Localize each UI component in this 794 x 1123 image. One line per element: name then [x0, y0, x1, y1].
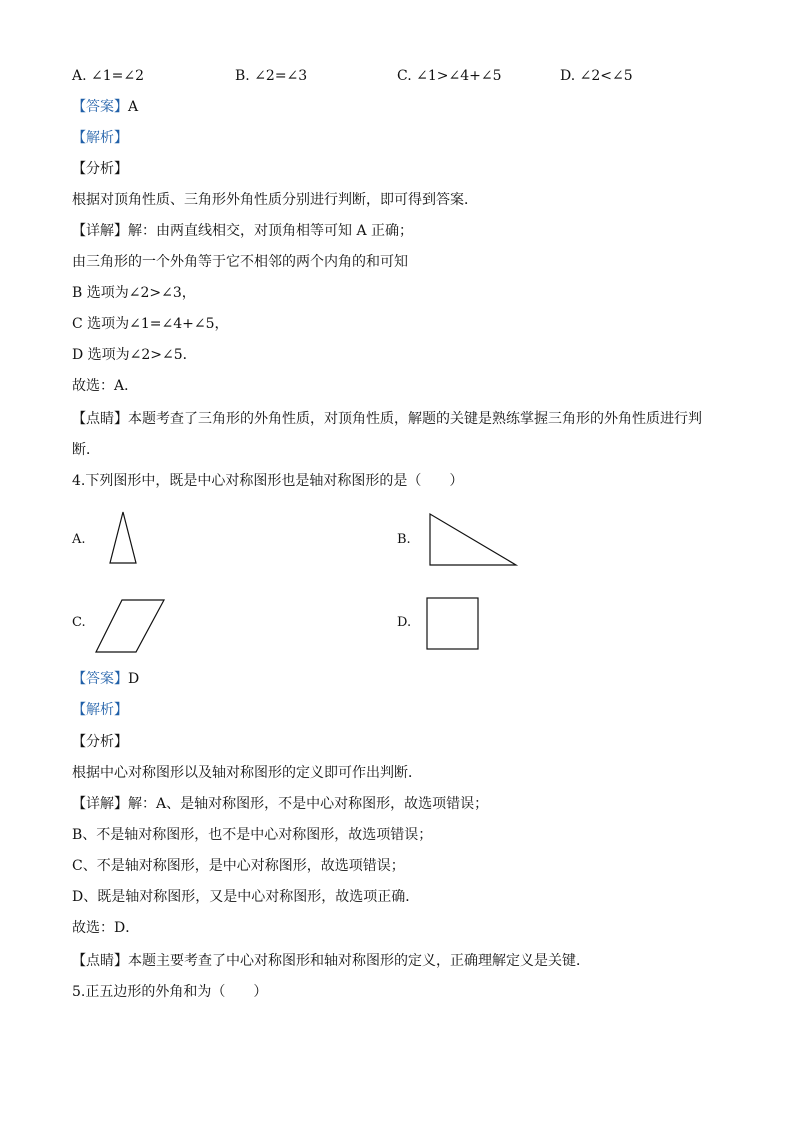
q4-dianjing: 【点睛】本题主要考查了中心对称图形和轴对称图形的定义，正确理解定义是关键．	[72, 953, 590, 969]
q4-fenxi: 根据中心对称图形以及轴对称图形的定义即可作出判断．	[72, 765, 422, 781]
detail-tag: 【详解】	[72, 223, 128, 239]
q4-answer: D	[128, 671, 140, 687]
q4-fenxi-tag: 【分析】	[72, 734, 128, 750]
q4-detail-4: D、既是轴对称图形，又是中心对称图形，故选项正确．	[72, 889, 420, 905]
q3-dianjing-2: 断．	[72, 442, 100, 458]
q3-option-c: C. ∠1>∠4+∠5	[397, 68, 502, 84]
q3-dianjing-1: 【点睛】本题考查了三角形的外角性质，对顶角性质，解题的关键是熟练掌握三角形的外角性质进行判	[72, 411, 702, 427]
q4-answer-line	[72, 669, 139, 689]
q3-detail-4: C 选项为∠1=∠4+∠5，	[72, 316, 229, 332]
q3-detail-6: 故选：A．	[72, 378, 139, 394]
q4-detail-2: B、不是轴对称图形，也不是中心对称图形，故选项错误；	[72, 827, 433, 843]
q3-option-d: D. ∠2<∠5	[560, 68, 633, 84]
q4-detail-1: 【详解】解：A、是轴对称图形，不是中心对称图形，故选项错误；	[72, 796, 489, 812]
answer-tag: 【答案】	[72, 671, 128, 687]
q4-label-d: D.	[397, 615, 412, 630]
q3-option-a: A. ∠1=∠2	[72, 68, 145, 84]
analysis-tag: 【解析】	[72, 702, 128, 718]
answer-tag: 【答案】	[72, 99, 128, 115]
analysis-tag: 【解析】	[72, 130, 128, 146]
q4-analysis-line	[72, 700, 128, 720]
q3-analysis-line	[72, 128, 128, 148]
q4-detail-5: 故选：D．	[72, 920, 140, 936]
dianjing-tag: 【点睛】	[72, 953, 128, 969]
q3-detail-5: D 选项为∠2>∠5．	[72, 347, 197, 363]
q4-label-a: A.	[72, 532, 86, 547]
q3-detail-3: B 选项为∠2>∠3，	[72, 285, 196, 301]
q3-answer-line	[72, 97, 138, 117]
q4-label-b: B.	[397, 532, 411, 547]
q3-option-b: B. ∠2=∠3	[235, 68, 308, 84]
q4-detail-3: C、不是轴对称图形，是中心对称图形，故选项错误；	[72, 858, 405, 874]
q3-fenxi-tag: 【分析】	[72, 161, 128, 177]
q3-detail-2: 由三角形的一个外角等于它不相邻的两个内角的和可知	[72, 254, 408, 270]
detail-tag: 【详解】	[72, 796, 128, 812]
parallelogram-icon	[94, 598, 168, 656]
right-triangle-icon	[428, 512, 520, 568]
q3-answer: A	[128, 99, 139, 115]
q4-question: 4.下列图形中，既是中心对称图形也是轴对称图形的是（ ）	[72, 473, 464, 489]
dianjing-tag: 【点睛】	[72, 411, 128, 427]
q3-detail-1: 【详解】解：由两直线相交，对顶角相等可知 A 正确；	[72, 223, 414, 239]
square-icon	[425, 596, 481, 652]
q3-fenxi: 根据对顶角性质、三角形外角性质分别进行判断，即可得到答案．	[72, 192, 478, 208]
isosceles-triangle-icon	[108, 510, 138, 566]
q5-question: 5.正五边形的外角和为（ ）	[72, 984, 268, 1000]
q4-label-c: C.	[72, 615, 86, 630]
